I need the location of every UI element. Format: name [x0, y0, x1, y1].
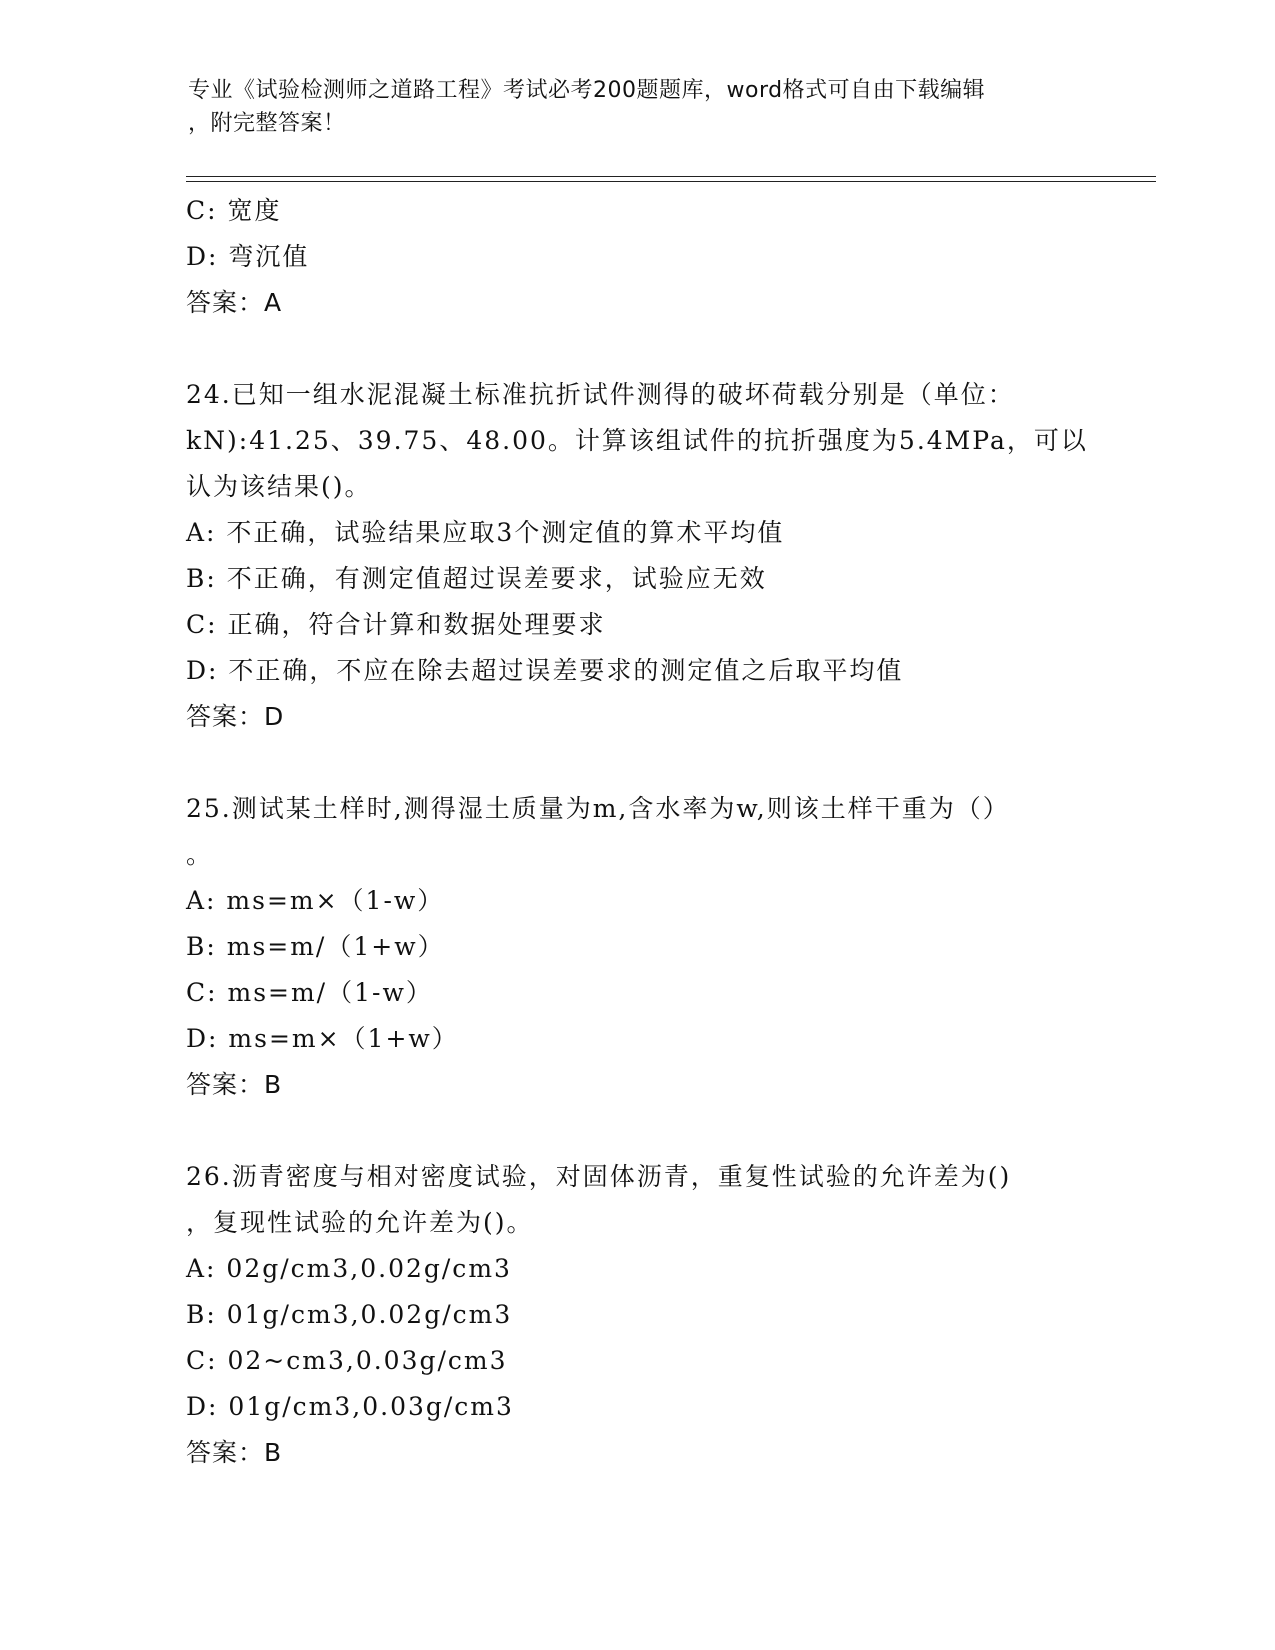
answer-line: 答案：B	[186, 1438, 283, 1467]
question-26	[186, 1154, 1156, 1476]
spacer	[186, 1108, 1156, 1154]
option-line: D: 01g/cm3,0.03g/cm3	[186, 1392, 514, 1421]
option-line: B: ms=m/（1+w）	[186, 932, 445, 961]
option-line: D: 不正确，不应在除去超过误差要求的测定值之后取平均值	[186, 656, 904, 685]
header-line-2: ，附完整答案！	[188, 111, 346, 136]
option-line: C: 02~cm3,0.03g/cm3	[186, 1346, 508, 1375]
prev-question	[186, 188, 1156, 326]
option-line: C: ms=m/（1-w）	[186, 978, 433, 1007]
question-stem-line: 认为该结果()。	[186, 472, 372, 501]
option-line: A: 不正确，试验结果应取3个测定值的算术平均值	[186, 518, 785, 547]
header-rule-top	[186, 176, 1156, 177]
question-stem-line: 24.已知一组水泥混凝土标准抗折试件测得的破坏荷载分别是（单位：	[186, 380, 1015, 409]
header-rule-bottom	[186, 181, 1156, 182]
option-line: B: 01g/cm3,0.02g/cm3	[186, 1300, 513, 1329]
question-24	[186, 372, 1156, 740]
question-25	[186, 786, 1156, 1108]
question-stem-line: 。	[186, 840, 214, 869]
question-stem-line: ，复现性试验的允许差为()。	[186, 1208, 534, 1237]
answer-line: 答案：B	[186, 1070, 283, 1099]
question-stem-line: kN):41.25、39.75、48.00。计算该组试件的抗折强度为5.4MPa，可以	[186, 426, 1088, 455]
option-line: D: 弯沉值	[186, 242, 310, 271]
option-line: B: 不正确，有测定值超过误差要求，试验应无效	[186, 564, 767, 593]
spacer	[186, 326, 1156, 372]
document-header	[188, 74, 1088, 140]
question-stem-line: 26.沥青密度与相对密度试验，对固体沥青，重复性试验的允许差为()	[186, 1162, 1012, 1191]
option-line: A: 02g/cm3,0.02g/cm3	[186, 1254, 512, 1283]
question-content	[186, 188, 1156, 1476]
option-line: C: 宽度	[186, 196, 282, 225]
spacer	[186, 740, 1156, 786]
answer-line: 答案：A	[186, 288, 283, 317]
answer-line: 答案：D	[186, 702, 285, 731]
header-line-1: 专业《试验检测师之道路工程》考试必考200题题库，word格式可自由下载编辑	[188, 78, 986, 103]
question-stem-line: 25.测试某土样时,测得湿土质量为m,含水率为w,则该土样干重为（）	[186, 794, 1010, 823]
option-line: D: ms=m×（1+w）	[186, 1024, 459, 1053]
option-line: A: ms=m×（1-w）	[186, 886, 445, 915]
option-line: C: 正确，符合计算和数据处理要求	[186, 610, 606, 639]
